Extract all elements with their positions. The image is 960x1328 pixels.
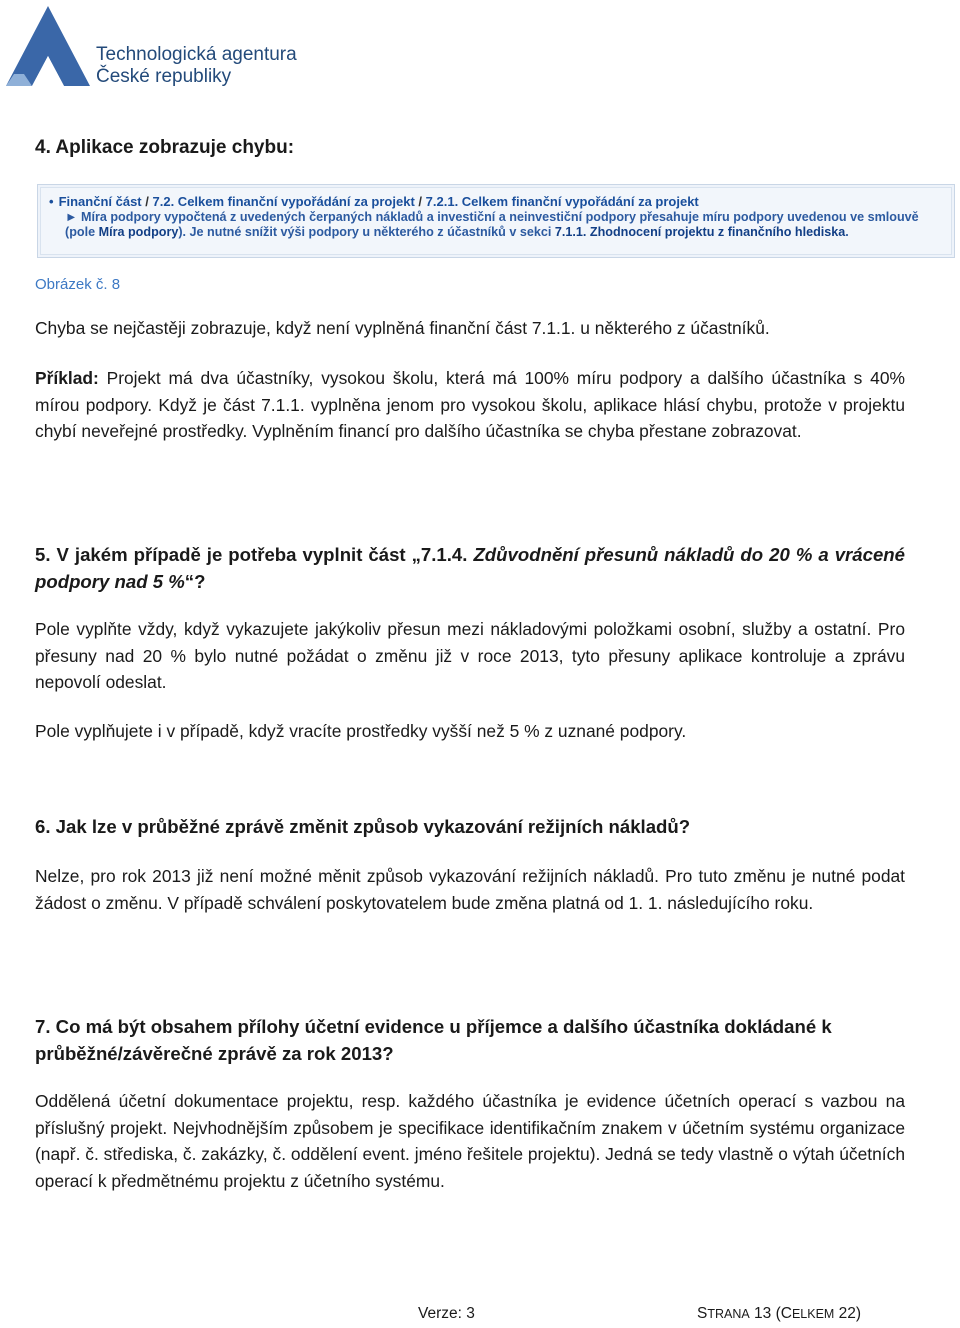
- paragraph-3: Pole vyplňte vždy, když vykazujete jakýkoliv přesun mezi nákladovými položkami osobní, služby a ostatní. Pro přesuny nad 20 % bylo nutné požádat o změnu již v roce 2013, tyto přesuny aplikace kontroluje a zprávu nepovolí odeslat.: [35, 619, 905, 693]
- footer-num: 13 (: [749, 1305, 781, 1322]
- breadcrumb-item-7-2-1[interactable]: 7.2.1. Celkem finanční vypořádání za projekt: [425, 194, 699, 209]
- logo-triangle-icon: [4, 4, 94, 90]
- logo-text: [96, 44, 297, 88]
- section-heading-7: 7. Co má být obsahem přílohy účetní evidence u příjemce a dalšího účastníka dokládané k průběžné/závěrečné zprávě za rok 2013?: [35, 1016, 832, 1064]
- logo-line1: Technologická agentura: [96, 44, 297, 65]
- breadcrumb-item-7-2[interactable]: 7.2. Celkem finanční vypořádání za projekt: [152, 194, 415, 209]
- breadcrumb-separator: /: [145, 194, 149, 209]
- footer-c: C: [780, 1305, 792, 1322]
- section-heading-5: [35, 541, 905, 595]
- footer-s: S: [697, 1305, 708, 1322]
- bullet-icon: •: [49, 194, 54, 209]
- heading5-plain: 5. V jakém případě je potřeba vyplnit část „7.1.4.: [35, 544, 474, 565]
- play-arrow-icon: ►: [65, 210, 78, 224]
- error-text-1: Míra podpory vypočtená z uvedených čerpaných nákladů a investiční a neinvestiční podpory přesahuje míru podpory uvedenou ve smlouvě (pole: [65, 210, 919, 239]
- breadcrumb-separator: /: [418, 194, 423, 209]
- breadcrumb: [49, 194, 699, 209]
- paragraph-1: Chyba se nejčastěji zobrazuje, když není vyplněná finanční část 7.1.1. u některého z účastníků.: [35, 318, 770, 338]
- footer-version: Verze: 3: [418, 1305, 475, 1322]
- heading5-end: “?: [184, 571, 206, 592]
- error-text-end: .: [845, 225, 849, 239]
- paragraph-4: Pole vyplňujete i v případě, když vracíte prostředky vyšší než 5 % z uznané podpory.: [35, 721, 687, 741]
- footer-page-number: [697, 1305, 861, 1323]
- section-heading-6: 6. Jak lze v průběžné zprávě změnit způsob vykazování režijních nákladů?: [35, 816, 691, 837]
- error-link-7-1-1[interactable]: 7.1.1. Zhodnocení projektu z finančního hlediska: [554, 225, 846, 239]
- error-text-2: ). Je nutné snížit výši podpory u některého z účastníků v sekci: [178, 225, 552, 239]
- footer-total: 22): [834, 1305, 862, 1322]
- example-label: Příklad:: [35, 368, 99, 388]
- section-heading-4: 4. Aplikace zobrazuje chybu:: [35, 137, 295, 158]
- heading5-italic: Zdůvodnění přesunů nákladů do 20 % a vrácené podpory nad 5 %: [35, 544, 905, 592]
- paragraph-2: [35, 365, 905, 445]
- error-screenshot: [37, 184, 955, 258]
- error-link-mira-podpory[interactable]: Míra podpory: [98, 225, 179, 239]
- error-message: [65, 210, 945, 240]
- footer-trana: TRANA: [707, 1307, 750, 1321]
- breadcrumb-item-financni-cast[interactable]: Finanční část: [58, 194, 142, 209]
- footer-elkem: ELKEM: [791, 1307, 835, 1321]
- figure-caption: Obrázek č. 8: [35, 276, 121, 293]
- paragraph-6: Oddělená účetní dokumentace projektu, resp. každého účastníka je evidence účetních operací s vazbou na příslušný projekt. Nejvhodnějším způsobem je specifikace identifikačním znakem v účetním systému organizace (např. č. střediska, č. zakázky, č. oddělení event. jméno řešitele projektu). Jedná se tedy vlastně o výtah účetních operací k předmětnému projektu z účetního systému.: [35, 1091, 905, 1191]
- example-text: Projekt má dva účastníky, vysokou školu, která má 100% míru podpory a dalšího účastníka s 40% mírou podpory. Když je část 7.1.1. vyplněna jenom pro vysokou školu, aplikace hlásí chybu, protože v projektu chybí neveřejné prostředky. Vyplněním financí pro dalšího účastníka se chyba přestane zobrazovat.: [35, 368, 905, 442]
- logo-line2: České republiky: [96, 66, 232, 87]
- paragraph-5: Nelze, pro rok 2013 již není možné měnit způsob vykazování režijních nákladů. Pro tuto změnu je nutné podat žádost o změnu. V případě schválení poskytovatelem bude změna platná od 1. 1. následujícího roku.: [35, 866, 905, 913]
